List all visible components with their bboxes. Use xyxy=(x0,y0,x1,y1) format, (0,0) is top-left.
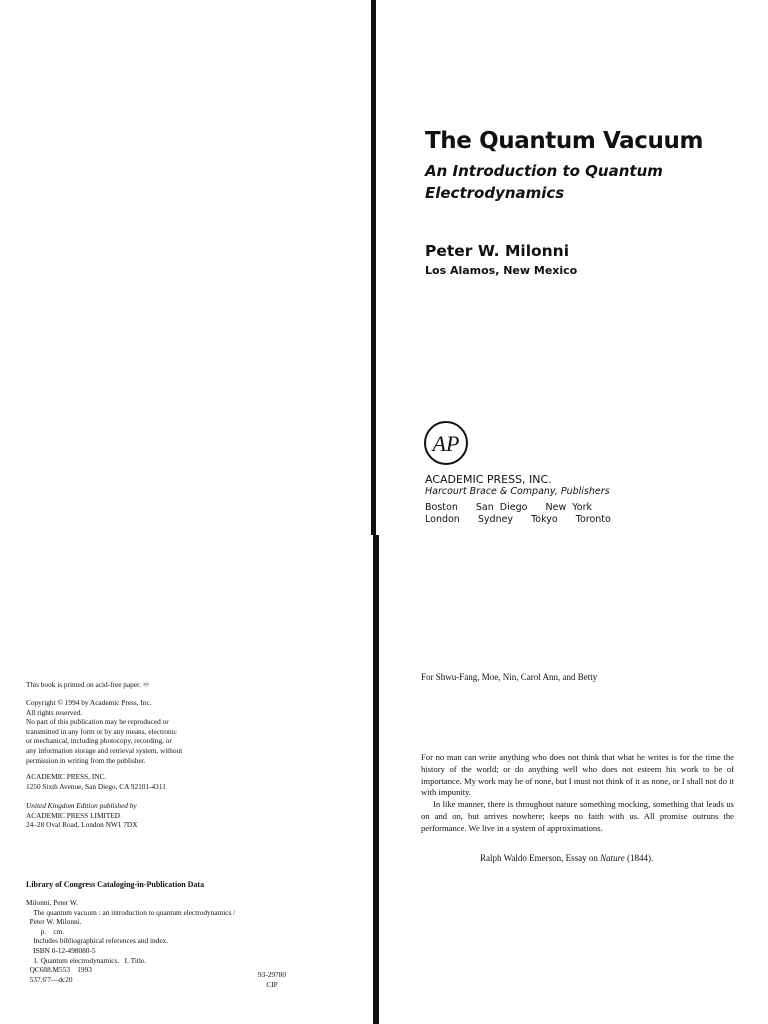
cip-line: QC688.M553 1993 xyxy=(26,965,92,975)
uk-edition xyxy=(26,801,137,830)
copyright-line: or mechanical, including photocopy, recording, or xyxy=(26,736,172,746)
book-title: The Quantum Vacuum xyxy=(425,128,704,154)
author-affiliation: Los Alamos, New Mexico xyxy=(425,264,578,277)
uk-line: ACADEMIC PRESS LIMITED xyxy=(26,810,121,820)
epigraph-attribution xyxy=(480,853,653,863)
copyright-line: No part of this publication may be reproduced or xyxy=(26,717,169,727)
cip-line: 537.6'7—dc20 xyxy=(26,974,73,984)
cip-line: Includes bibliographical references and index. xyxy=(26,936,169,946)
publisher-address xyxy=(26,772,166,791)
cip-line: 1. Quantum electrodynamics. I. Title. xyxy=(26,955,146,965)
attribution-suffix: (1844). xyxy=(624,853,654,863)
cip-line: Peter W. Milonni. xyxy=(26,917,82,927)
logo-text: AP xyxy=(432,431,460,456)
copyright-line: All rights reserved. xyxy=(26,707,83,717)
dedication: For Shwu-Fang, Moe, Nin, Carol Ann, and Betty xyxy=(421,672,598,682)
copyright-notice xyxy=(26,698,266,765)
cip-line: p. cm. xyxy=(26,926,65,936)
cip-line: ISBN 0-12-498080-5 xyxy=(26,945,96,955)
epigraph-paragraph-1: For no man can write anything who does not think that what he writes is for the time the history of the world; or do anything well who does not esteem his work to be of importance. My work may be of none, but I must not think of it as none, or I shall not do it with impunity. xyxy=(421,752,734,798)
acid-free-notice: This book is printed on acid-free paper. ♾ xyxy=(26,680,150,689)
cip-label: CIP xyxy=(266,979,278,989)
publisher-subtitle: Harcourt Brace & Company, Publishers xyxy=(425,486,610,497)
copyright-line: any information storage and retrieval system, without xyxy=(26,745,183,755)
copyright-line: Copyright © 1994 by Academic Press, Inc. xyxy=(26,698,152,707)
uk-edition-label: United Kingdom Edition published by xyxy=(26,801,137,810)
publisher-cities-line1: Boston San Diego New York xyxy=(425,502,592,513)
attribution-work: Nature xyxy=(600,853,625,863)
epigraph xyxy=(421,752,734,835)
publisher-line: ACADEMIC PRESS, INC. xyxy=(26,772,107,781)
cip-number-block xyxy=(258,970,286,989)
cip-line: Milonni, Peter W. xyxy=(26,898,78,907)
uk-line: 24–28 Oval Road, London NW1 7DX xyxy=(26,820,138,830)
loc-heading: Library of Congress Cataloging-in-Publication Data xyxy=(26,880,205,889)
publisher-line: 1250 Sixth Avenue, San Diego, CA 92101-4311 xyxy=(26,781,166,791)
cip-number: 93-29780 xyxy=(258,970,286,979)
academic-press-logo xyxy=(423,420,469,466)
cip-line: The quantum vacuum : an introduction to quantum electrodynamics / xyxy=(26,907,236,917)
copyright-line: permission in writing from the publisher. xyxy=(26,755,146,765)
attribution-prefix: Ralph Waldo Emerson, Essay on xyxy=(480,853,601,863)
author-name: Peter W. Milonni xyxy=(425,242,570,260)
page-gutter-bottom xyxy=(373,535,379,1024)
publisher-name: ACADEMIC PRESS, INC. xyxy=(425,473,552,486)
book-subtitle: An Introduction to Quantum Electrodynamics xyxy=(425,162,663,202)
page-gutter-top xyxy=(371,0,376,535)
epigraph-paragraph-2: In like manner, there is throughout nature something mocking, something that leads us on and on, but arrives nowhere; keeps no faith with us. All promise outruns the performance. We live in a system of approximations. xyxy=(421,799,734,833)
copyright-line: transmitted in any form or by any means, electronic xyxy=(26,726,177,736)
publisher-cities-line2: London Sydney Tokyo Toronto xyxy=(425,514,611,525)
